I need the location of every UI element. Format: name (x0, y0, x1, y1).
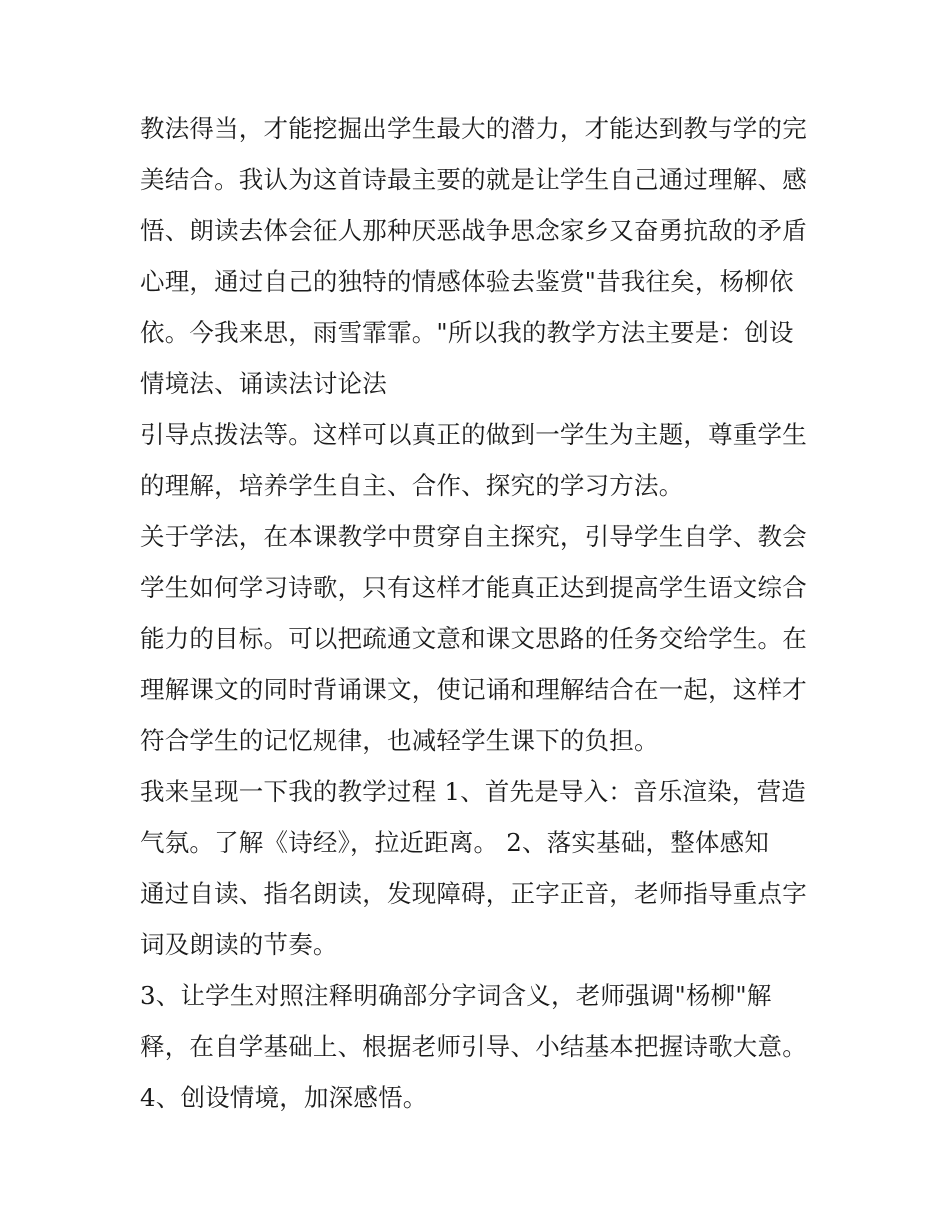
text-line: 美结合。我认为这首诗最主要的就是让学生自己通过理解、感 (140, 165, 807, 194)
text-line: 理解课文的同时背诵课文，使记诵和理解结合在一起，这样才 (140, 675, 807, 704)
text-line: 依。今我来思，雨雪霏霏。"所以我的教学方法主要是：创设 (140, 318, 794, 347)
text-line: 3、让学生对照注释明确部分字词含义，老师强调"杨柳"解 (140, 981, 772, 1010)
document-body (140, 103, 820, 1123)
text-line: 词及朗读的节奏。 (140, 930, 338, 959)
text-line: 通过自读、指名朗读，发现障碍，正字正音，老师指导重点字 (140, 879, 807, 908)
text-line: 符合学生的记忆规律，也减轻学生课下的负担。 (140, 726, 659, 755)
text-line: 气氛。了解《诗经》，拉近距离。 2、落实基础，整体感知 (140, 828, 770, 857)
text-line: 的理解，培养学生自主、合作、探究的学习方法。 (140, 471, 684, 500)
text-line: 教法得当，才能挖掘出学生最大的潜力，才能达到教与学的完 (140, 114, 807, 143)
text-line: 情境法、诵读法讨论法 (140, 369, 387, 398)
text-line: 引导点拨法等。这样可以真正的做到一学生为主题，尊重学生 (140, 420, 807, 449)
text-line: 能力的目标。可以把疏通文意和课文思路的任务交给学生。在 (140, 624, 807, 653)
text-line: 释，在自学基础上、根据老师引导、小结基本把握诗歌大意。 (140, 1032, 807, 1061)
text-line: 我来呈现一下我的教学过程 1、首先是导入：音乐渲染，营造 (140, 777, 806, 806)
text-line: 关于学法，在本课教学中贯穿自主探究，引导学生自学、教会 (140, 522, 807, 551)
text-line: 4、创设情境，加深感悟。 (140, 1083, 428, 1112)
text-line: 学生如何学习诗歌，只有这样才能真正达到提高学生语文综合 (140, 573, 807, 602)
text-line: 心理，通过自己的独特的情感体验去鉴赏"昔我往矣，杨柳依 (140, 267, 794, 296)
text-line: 悟、朗读去体会征人那种厌恶战争思念家乡又奋勇抗敌的矛盾 (140, 216, 807, 245)
